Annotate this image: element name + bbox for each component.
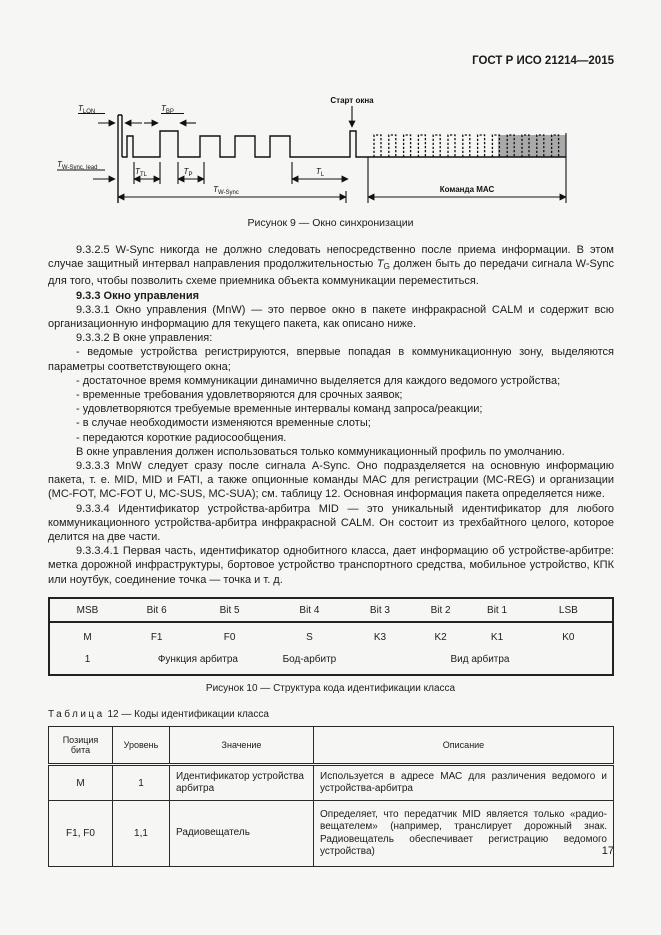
bit-header-cell: Bit 3 <box>348 598 412 622</box>
column-header: Позиция бита <box>49 727 113 765</box>
label-start-window: Старт окна <box>330 96 374 105</box>
bit-position-cell: F1, F0 <box>49 801 113 867</box>
bit-header-cell: Bit 2 <box>412 598 469 622</box>
group-cell: Бод-арбитр <box>282 654 337 665</box>
paragraph-9332: 9.3.3.2 В окне управления: <box>76 332 213 345</box>
column-header: Уровень <box>113 727 170 765</box>
body-text <box>48 243 614 587</box>
figure10-bit-table <box>48 597 614 676</box>
bit-header-cell: Bit 4 <box>271 598 348 622</box>
level-cell: 1 <box>113 765 170 801</box>
label-t-wsync-lead: $T_{W-Sync, lead}$ <box>57 160 98 171</box>
table-row <box>49 622 613 646</box>
list-item: - ведомые устройства регистрируются, впервые попадая в коммуникационную зону, выделяются параметры соответствующего окна; <box>48 346 614 373</box>
paragraph-9334: 9.3.3.4 Идентификатор устройства-арбитра MID — это уникальный идентификатор для любого коммуникационного устройства-арбитра инфракрасной CALM. Он состоит из трехбайтного целого, которое делится на две части. <box>48 502 614 544</box>
bit-header-cell: Bit 1 <box>469 598 524 622</box>
mac-shaded-block <box>498 135 566 157</box>
bit-cell: F1 <box>150 632 163 643</box>
bit-cell: K2 <box>434 632 447 643</box>
list-item: - временные требования удовлетворяются для срочных заявок; <box>76 389 403 402</box>
sync-window-diagram <box>48 96 618 214</box>
value-cell: Радиовещатель <box>170 801 314 867</box>
label-t-lon: $T_{LON}$ <box>78 104 96 115</box>
label-t-bp: $T_{BP}$ <box>161 104 174 115</box>
paragraph-9331: 9.3.3.1 Окно управления (MnW) — это первое окно в пакете инфракрасной CALM и содержит всю организационную информацию для текущего пакета, как описано ниже. <box>48 303 614 331</box>
label-t-p: $T_P$ <box>183 167 193 178</box>
bit-header-cell: Bit 6 <box>125 598 188 622</box>
document-header: ГОСТ Р ИСО 21214—2015 <box>472 55 614 67</box>
bit-cell: K3 <box>373 632 387 643</box>
column-header: Значение <box>170 727 314 765</box>
list-item: - достаточное время коммуникации динамично выделяется для каждого ведомого устройства; <box>76 374 561 387</box>
label-t-tl: $T_{TL}$ <box>135 167 147 178</box>
list-item: - удовлетворяются требуемые временные интервалы команд запроса/реакции; <box>76 403 483 416</box>
table-row <box>49 765 614 801</box>
bit-cell: M <box>83 632 92 643</box>
list-item: - в случае необходимости изменяются временные слоты; <box>76 417 371 430</box>
bit-header-cell: LSB <box>525 598 613 622</box>
table-row <box>49 646 613 675</box>
bit-cell: F0 <box>223 632 236 643</box>
table-row <box>49 727 614 765</box>
dimension-arrows <box>93 106 566 197</box>
value-cell: Идентификатор устройства арбитра <box>170 765 314 801</box>
variable-tg: T <box>376 258 384 271</box>
table-row <box>49 598 613 622</box>
list-item: - передаются короткие радиосообщения. <box>76 431 287 444</box>
group-cell: Вид арбитра <box>450 654 510 665</box>
figure9-caption: Рисунок 9 — Окно синхронизации <box>247 217 414 229</box>
label-t-wsync: $T_{W-Sync}$ <box>213 185 239 196</box>
label-mac-command: Команда МАС <box>439 185 495 194</box>
bit-cell: K1 <box>490 632 504 643</box>
bit-header-cell: MSB <box>49 598 125 622</box>
description-cell: Определяет, что передатчик MID является только «радиовещателем» (например, транслирует дорожный знак. Радиовещатель обеспечивает регистрацию ведомого устройства) <box>314 801 614 867</box>
bit-position-cell: М <box>49 765 113 801</box>
group-cell: Функция арбитра <box>157 654 238 665</box>
bit-cell: K0 <box>562 632 575 643</box>
bit-header-cell: Bit 5 <box>188 598 271 622</box>
group-cell: 1 <box>84 654 91 665</box>
paragraph-9325: 9.3.2.5 W-Sync никогда не должно следовать непосредственно после приема информации. В этом случае защитный интервал направления продолжительностью TG должен быть до передачи сигнала W-Sync для того, чтобы позволить схеме приемника объекта коммуникации переместиться. <box>48 244 614 288</box>
paragraph-93341: 9.3.3.4.1 Первая часть, идентификатор однобитного класса, дает информацию об устройстве-арбитре: метка дорожной инфраструктуры, бортовое устройство транспортного средства, мобильное устройство, КПК или ноутбук, соединение точка — точка и т. д. <box>48 545 614 586</box>
column-header: Описание <box>314 727 614 765</box>
level-cell: 1,1 <box>113 801 170 867</box>
page-number: 17 <box>601 845 614 857</box>
waveform <box>118 115 566 203</box>
heading-933: 9.3.3 Окно управления <box>76 289 200 302</box>
bit-cell: S <box>306 632 313 643</box>
figure10-caption: Рисунок 10 — Структура кода идентификации класса <box>205 683 456 694</box>
table12-title: Таблица 12 — Коды идентификации класса <box>48 709 269 720</box>
paragraph-note: В окне управления должен использоваться только коммуникационный профиль по умолчанию. <box>76 445 565 458</box>
description-cell: Используется в адресе МАС для различения ведомого и устройства-арбитра <box>314 765 614 801</box>
paragraph-9333: 9.3.3.3 MnW следует сразу после сигнала A-Sync. Оно подразделяется на основную информацию пакета, т. е. MID, MID и FATI, а также опционные команды МАС для регистрации (MC-REG) и организации (MC-FOT, MC-FOT U, MC-SUS, MC-SUA); см. таблицу 12. Основная информация пакета определяется ниже. <box>48 460 614 501</box>
label-t-l: $T_L$ <box>315 167 325 178</box>
